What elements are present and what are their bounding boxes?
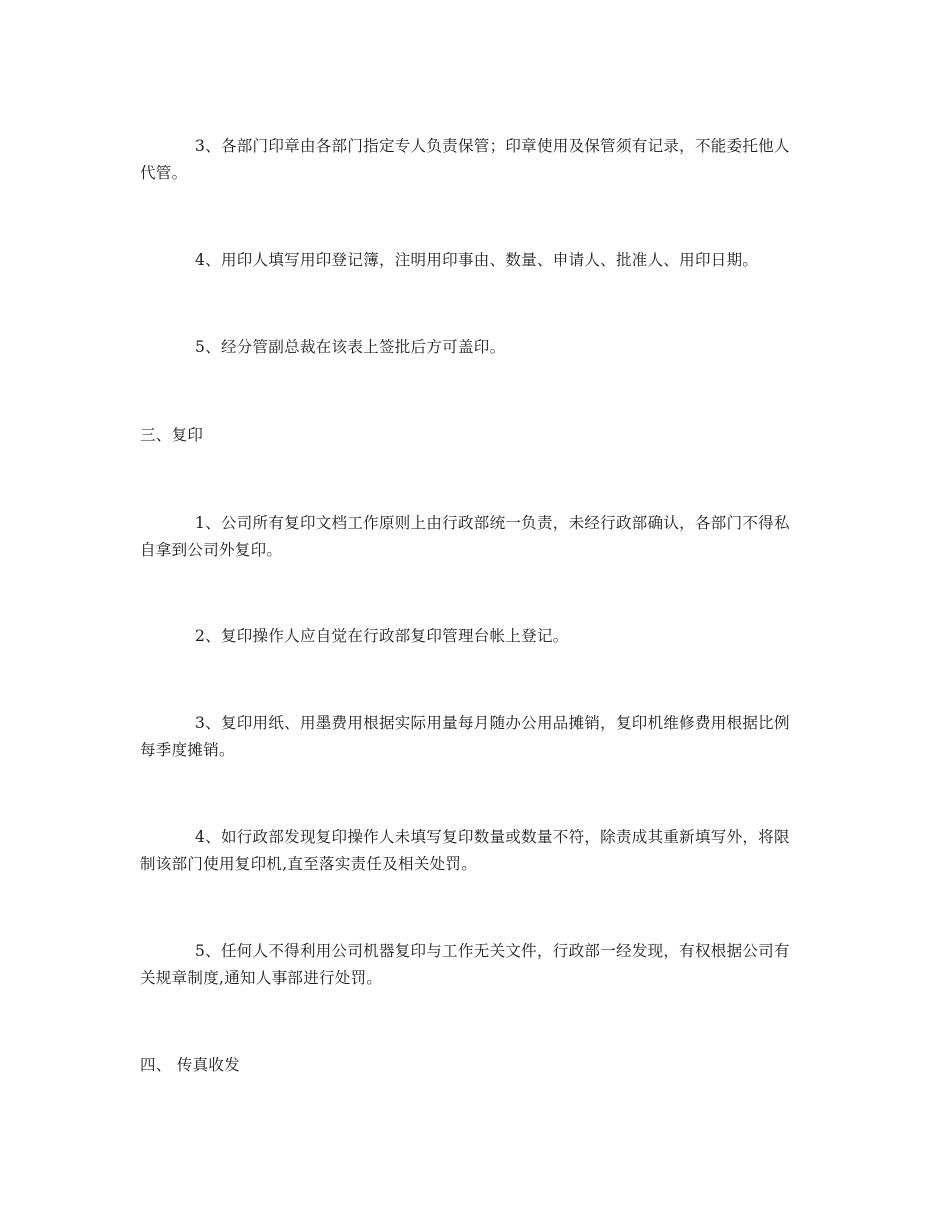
seal-rule-3-paragraph: 3、各部门印章由各部门指定专人负责保管；印章使用及保管须有记录，不能委托他人代管。 [140,137,790,182]
section-heading-copying: 三、复印 [140,426,204,444]
copy-rule-4-paragraph: 4、如行政部发现复印操作人未填写复印数量或数量不符，除责成其重新填写外，将限制该部门使用复印机,直至落实责任及相关处罚。 [140,828,790,873]
seal-rule-4-paragraph: 4、用印人填写用印登记簿，注明用印事由、数量、申请人、批准人、用印日期。 [195,251,759,269]
seal-rule-5-paragraph: 5、经分管副总裁在该表上签批后方可盖印。 [195,338,506,356]
copy-rule-2-paragraph: 2、复印操作人应自觉在行政部复印管理台帐上登记。 [195,627,569,645]
copy-rule-3-paragraph: 3、复印用纸、用墨费用根据实际用量每月随办公用品摊销，复印机维修费用根据比例每季度摊销。 [140,714,790,759]
copy-rule-5-paragraph: 5、任何人不得利用公司机器复印与工作无关文件，行政部一经发现，有权根据公司有关规章制度,通知人事部进行处罚。 [140,942,790,987]
copy-rule-1-paragraph: 1、公司所有复印文档工作原则上由行政部统一负责，未经行政部确认，各部门不得私自拿到公司外复印。 [140,514,790,559]
section-heading-fax: 四、 传真收发 [140,1056,241,1074]
